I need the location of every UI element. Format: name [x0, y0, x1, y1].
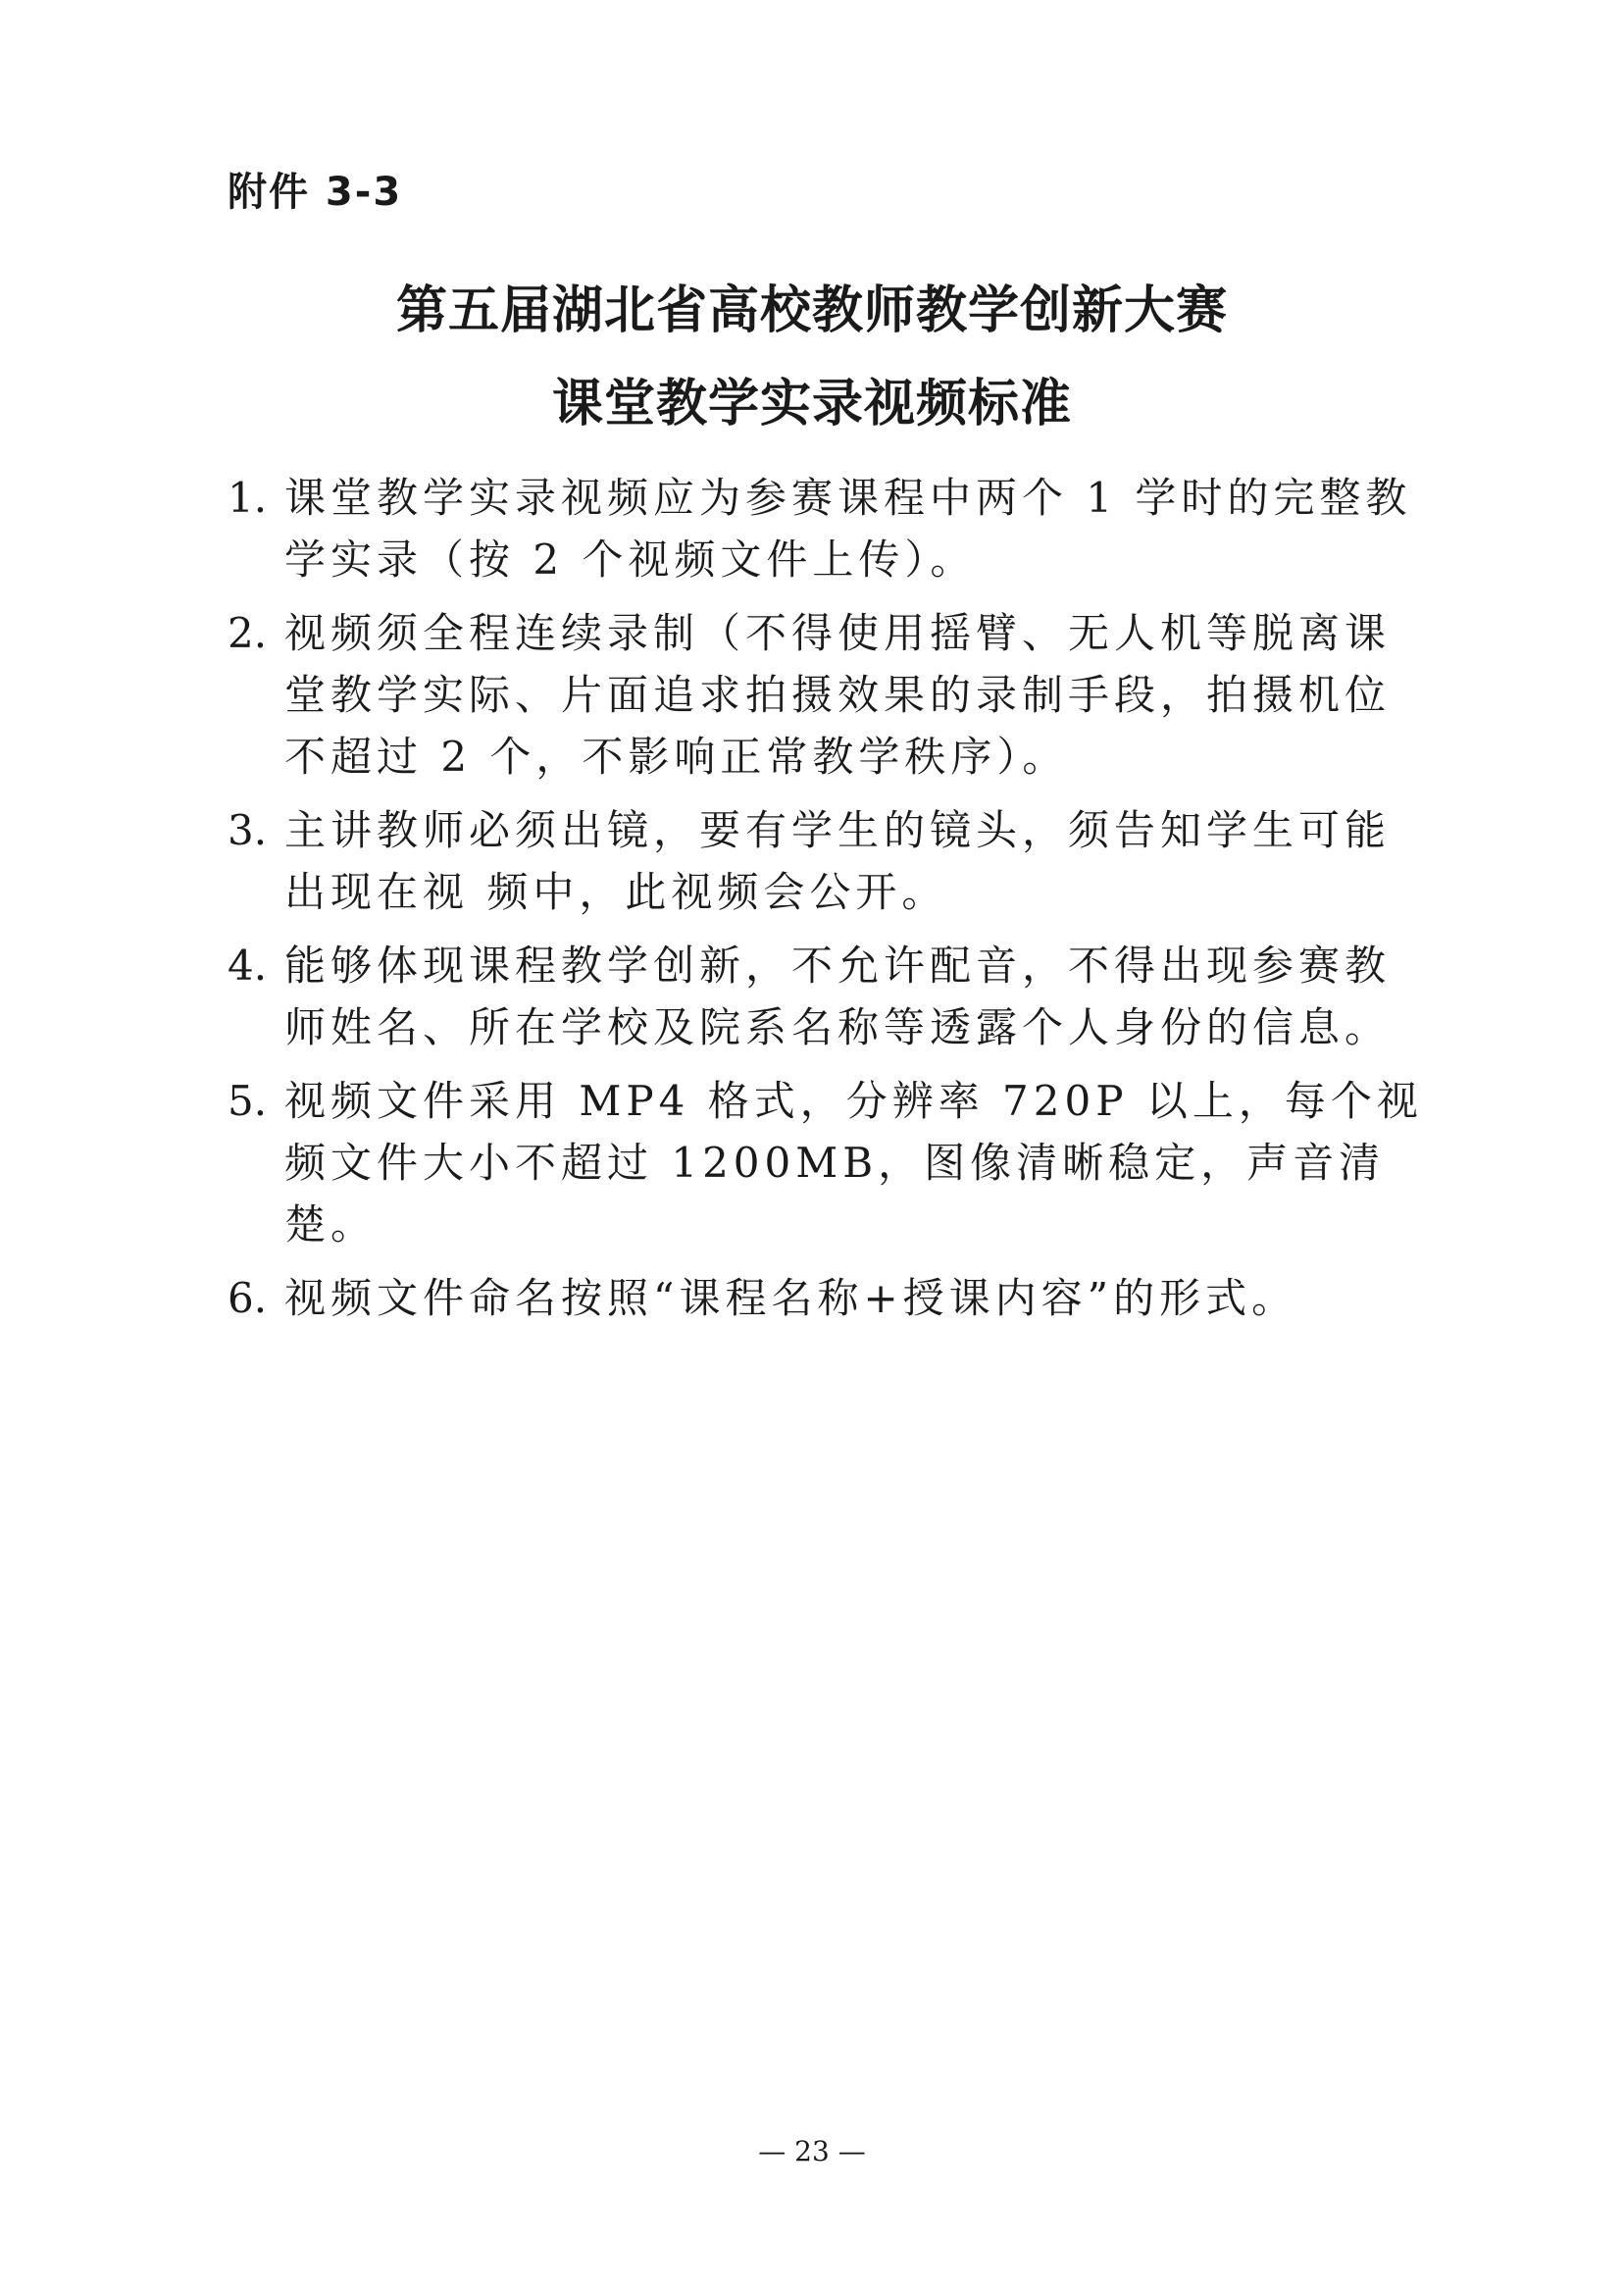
list-item-text: 能够体现课程教学创新，不允许配音，不得出现参赛教师姓名、所在学校及院系名称等透露个人身份的信息。	[284, 942, 1392, 1051]
list-item-text: 课堂教学实录视频应为参赛课程中两个 1 学时的完整教学实录（按 2 个视频文件上传）。	[284, 474, 1412, 584]
list-item-number: 6.	[228, 1274, 268, 1322]
list-item	[228, 935, 1424, 1058]
list-item-text: 主讲教师必须出镜，要有学生的镜头，须告知学生可能出现在视 频中，此视频会公开。	[284, 806, 1392, 916]
standards-list	[228, 467, 1424, 1341]
list-item-number: 4.	[228, 942, 268, 990]
list-item-text: 视频须全程连续录制（不得使用摇臂、无人机等脱离课堂教学实际、片面追求拍摄效果的录制手段，拍摄机位不超过 2 个，不影响正常教学秩序）。	[284, 609, 1392, 781]
list-item	[228, 799, 1424, 923]
list-item-number: 1.	[228, 474, 268, 522]
list-item-number: 2.	[228, 609, 268, 657]
document-title-line-2: 课堂教学实录视频标准	[551, 375, 1072, 433]
list-item	[228, 1070, 1424, 1255]
list-item	[228, 1267, 1424, 1329]
attachment-label: 附件 3-3	[228, 170, 403, 215]
document-title-line-1: 第五届湖北省高校教师教学创新大赛	[395, 281, 1228, 340]
list-item	[228, 602, 1424, 788]
list-item	[228, 467, 1424, 590]
list-item-text: 视频文件采用 MP4 格式，分辨率 720P 以上，每个视频文件大小不超过 1200MB，图像清晰稳定，声音清楚。	[284, 1077, 1423, 1249]
list-item-text: 视频文件命名按照“课程名称+授课内容”的形式。	[284, 1274, 1298, 1322]
page-number: — 23 —	[758, 2135, 866, 2167]
list-item-number: 5.	[228, 1077, 268, 1125]
list-item-number: 3.	[228, 806, 268, 854]
